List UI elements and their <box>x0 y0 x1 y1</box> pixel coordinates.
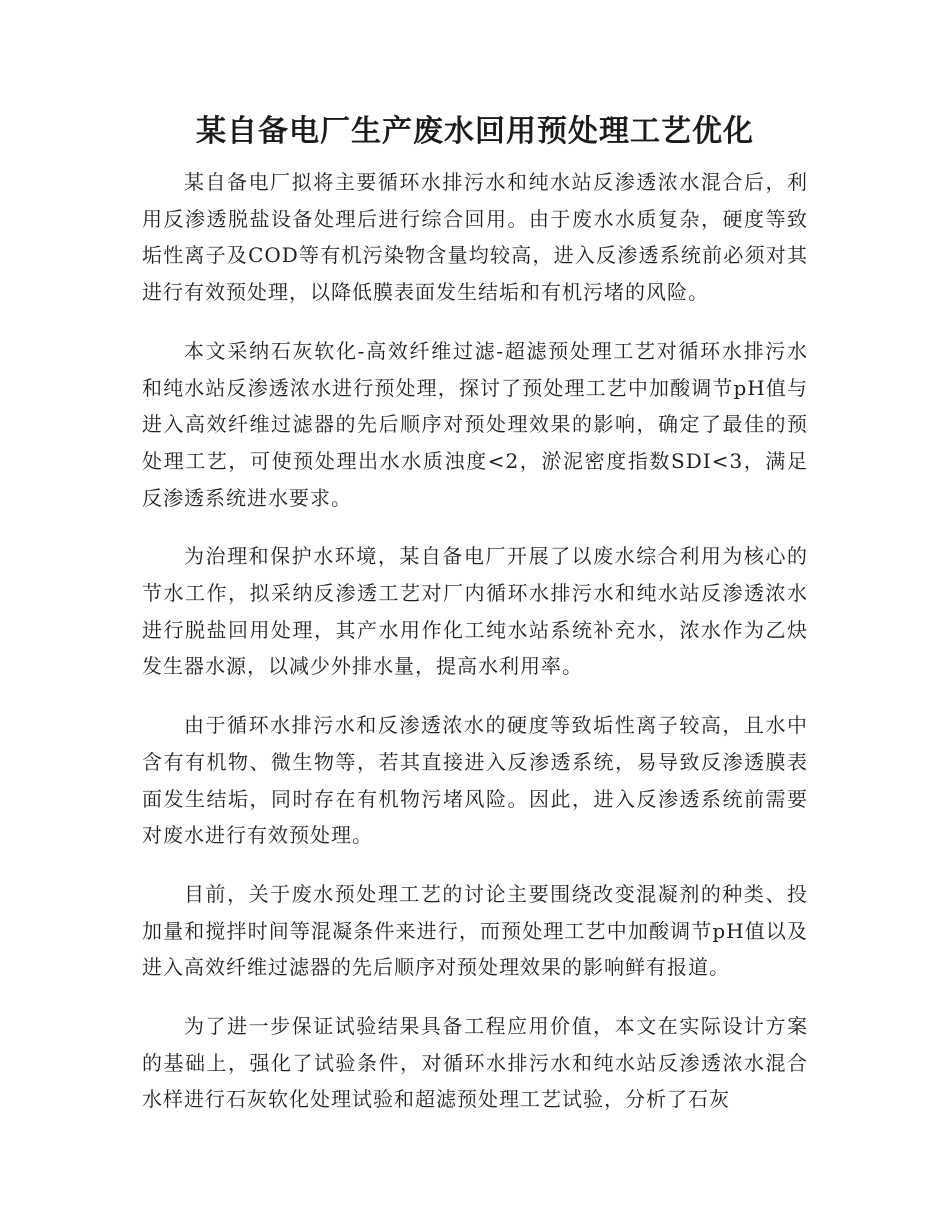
paragraph-6: 为了进一步保证试验结果具备工程应用价值，本文在实际设计方案的基础上，强化了试验条件，对循环水排污水和纯水站反渗透浓水混合水样进行石灰软化处理试验和超滤预处理工艺试验，分析了石灰 <box>142 1014 808 1112</box>
document-body <box>142 164 808 1140</box>
paragraph-4: 由于循环水排污水和反渗透浓水的硬度等致垢性离子较高，且水中含有有机物、微生物等，若其直接进入反渗透系统，易导致反渗透膜表面发生结垢，同时存在有机物污堵风险。因此，进入反渗透系统前需要对废水进行有效预处理。 <box>142 713 808 848</box>
paragraph-3: 为治理和保护水环境，某自备电厂开展了以废水综合利用为核心的节水工作，拟采纳反渗透工艺对厂内循环水排污水和纯水站反渗透浓水进行脱盐回用处理，其产水用作化工纯水站系统补充水，浓水作为乙炔发生器水源，以减少外排水量，提高水利用率。 <box>142 544 808 679</box>
paragraph-2: 本文采纳石灰软化-高效纤维过滤-超滤预处理工艺对循环水排污水和纯水站反渗透浓水进行预处理，探讨了预处理工艺中加酸调节pH值与进入高效纤维过滤器的先后顺序对预处理效果的影响，确定了最佳的预处理工艺，可使预处理出水水质浊度<2，淤泥密度指数SDI<3，满足反渗透系统进水要求。 <box>142 338 808 510</box>
paragraph-5: 目前，关于废水预处理工艺的讨论主要围绕改变混凝剂的种类、投加量和搅拌时间等混凝条件来进行，而预处理工艺中加酸调节pH值以及进入高效纤维过滤器的先后顺序对预处理效果的影响鲜有报道。 <box>142 881 808 980</box>
paragraph-1: 某自备电厂拟将主要循环水排污水和纯水站反渗透浓水混合后，利用反渗透脱盐设备处理后进行综合回用。由于废水水质复杂，硬度等致垢性离子及COD等有机污染物含量均较高，进入反渗透系统前必须对其进行有效预处理，以降低膜表面发生结垢和有机污堵的风险。 <box>142 170 808 305</box>
document-title: 某自备电厂生产废水回用预处理工艺优化 <box>196 114 754 149</box>
